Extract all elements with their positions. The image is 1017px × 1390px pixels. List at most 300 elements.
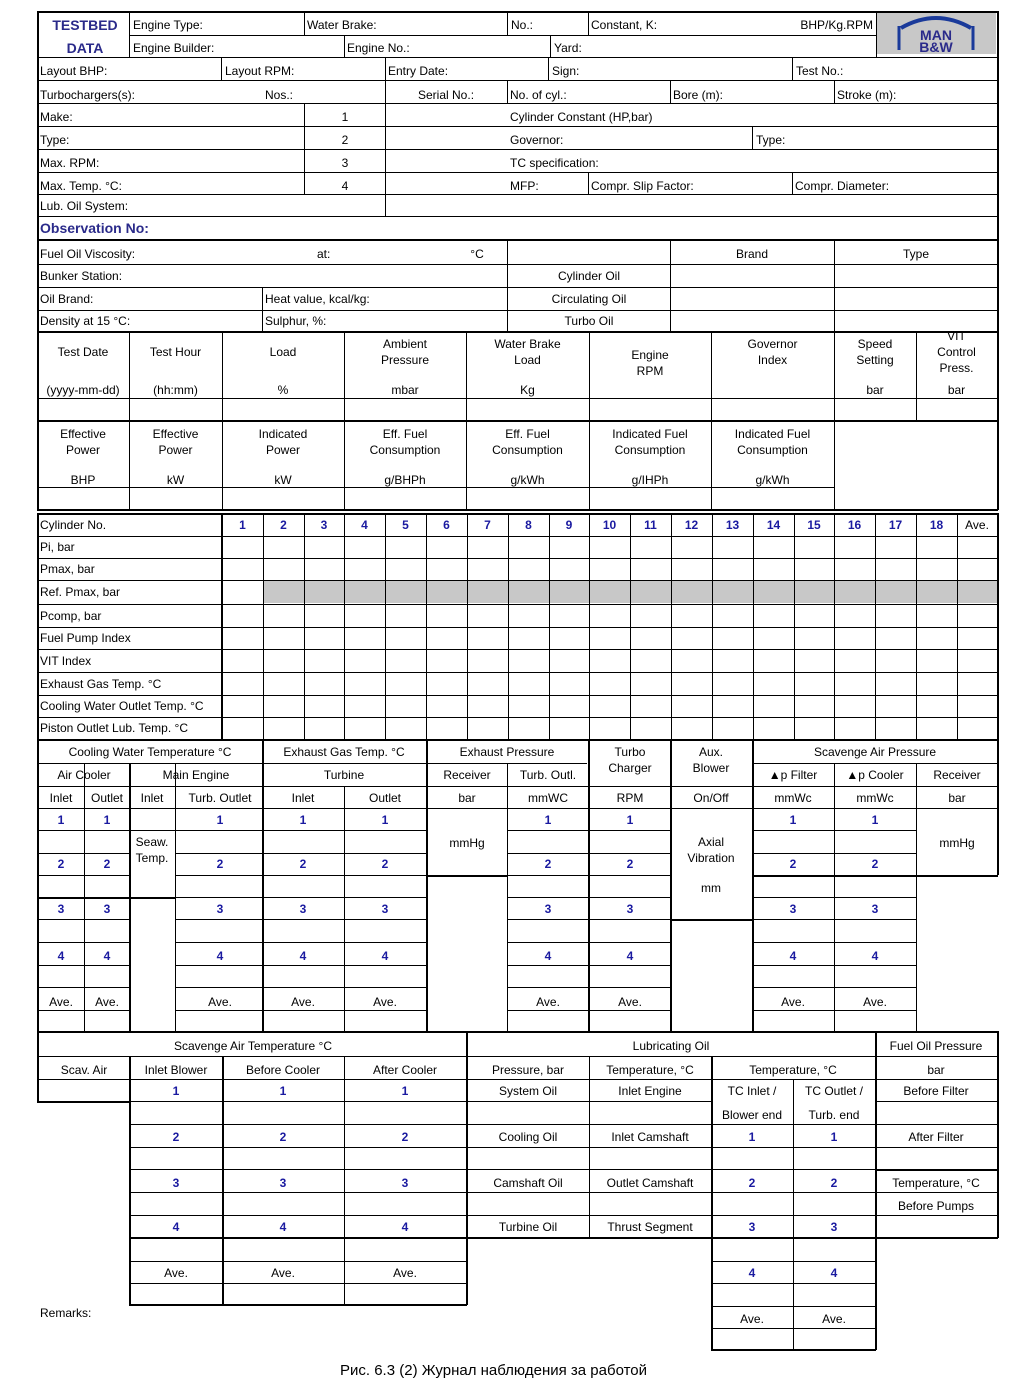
form-label: Thrust Segment (607, 1220, 693, 1234)
cylinder-number: 16 (847, 518, 862, 532)
column-header: Consumption (492, 443, 563, 457)
column-header: Load (514, 353, 541, 367)
grid-line (875, 1192, 998, 1193)
logo-text: MAN (920, 27, 952, 43)
grid-line (37, 1031, 39, 1101)
form-label: Receiver (933, 768, 981, 782)
form-label: Fuel Oil Pressure (889, 1039, 983, 1053)
form-label: After Filter (908, 1130, 964, 1144)
grid-line (37, 149, 998, 150)
reading-number: 2 (544, 857, 552, 871)
form-label: Inlet Engine (618, 1084, 682, 1098)
form-label: Governor: (510, 133, 564, 147)
grid-line (466, 1031, 468, 1305)
reading-number: 2 (279, 1130, 287, 1144)
reading-number: 1 (789, 813, 797, 827)
form-label: Type: (756, 133, 786, 147)
form-label: bar (927, 1063, 945, 1077)
form-label: No. of cyl.: (510, 88, 567, 102)
grid-line (507, 987, 670, 988)
grid-line (37, 513, 39, 740)
column-header: Engine (631, 348, 669, 362)
grid-line (37, 830, 426, 831)
reading-number: 1 (401, 1084, 409, 1098)
grid-line (507, 11, 508, 35)
ave-label: Ave. (208, 995, 232, 1009)
reading-number: 3 (279, 1176, 287, 1190)
row-label: Ref. Pmax, bar (40, 585, 121, 599)
reading-number: 1 (830, 1130, 838, 1144)
grid-line (711, 420, 712, 510)
form-label: at: (317, 247, 331, 261)
grid-line (37, 310, 998, 311)
reading-number: 3 (216, 902, 224, 916)
grid-line (792, 172, 793, 194)
grid-line (670, 919, 752, 921)
reading-number: 1 (299, 813, 307, 827)
column-header: VIT (947, 329, 966, 343)
ave-label: Ave. (536, 995, 560, 1009)
figure-caption: Рис. 6.3 (2) Журнал наблюдения за работой (340, 1362, 648, 1379)
grid-line (589, 513, 590, 740)
grid-line (37, 717, 998, 718)
grid-line (129, 1283, 466, 1284)
reading-number: 1 (57, 813, 65, 827)
reading-number: 3 (748, 1220, 756, 1234)
form-label: Temperature, °C (892, 1176, 980, 1190)
grid-line (834, 331, 835, 420)
grid-line (175, 875, 426, 876)
grid-line (589, 1056, 590, 1237)
cylinder-number: 17 (888, 518, 903, 532)
grid-line (997, 331, 999, 420)
reading-number: 2 (871, 857, 879, 871)
form-label: 1 (341, 110, 349, 124)
form-label: Fuel Oil Viscosity: (40, 247, 136, 261)
grid-line (129, 1261, 466, 1262)
grid-line (834, 513, 835, 740)
form-label: mmWc (856, 791, 894, 805)
form-label: Inlet (291, 791, 315, 805)
grid-line (37, 11, 998, 13)
unit-label: (yyyy-mm-dd) (46, 383, 120, 397)
grid-line (37, 331, 998, 333)
grid-line (221, 57, 222, 80)
form-label: Make: (40, 110, 73, 124)
unit-label: g/BHPh (384, 473, 426, 487)
testbed-title: TESTBED (52, 17, 118, 33)
form-label: Turb. end (808, 1108, 860, 1122)
reading-number: 2 (299, 857, 307, 871)
reading-number: 2 (789, 857, 797, 871)
grid-line (507, 875, 670, 876)
grid-line (37, 786, 998, 787)
grid-line (263, 513, 264, 740)
grid-line (508, 513, 509, 740)
column-header: Water Brake (494, 337, 561, 351)
row-label: Pmax, bar (40, 562, 95, 576)
form-label: Turbine Oil (498, 1220, 558, 1234)
form-label: Axial (697, 835, 725, 849)
unit-label: (hh:mm) (153, 383, 198, 397)
grid-line (37, 57, 998, 58)
row-label: Pcomp, bar (40, 608, 102, 623)
form-label: Aux. (698, 745, 724, 759)
ave-label: Ave. (291, 995, 315, 1009)
form-label: Outlet (368, 791, 402, 805)
form-label: Heat value, kcal/kg: (265, 292, 370, 306)
grid-line (589, 420, 590, 510)
grid-line (129, 1192, 875, 1193)
form-label: Brand (735, 247, 769, 261)
form-label: Air Cooler (57, 768, 111, 782)
form-label: Main Engine (162, 768, 230, 782)
row-label: Pi, bar (40, 540, 75, 554)
form-label: 2 (341, 133, 349, 147)
form-label: Seaw. (135, 835, 169, 849)
grid-line (37, 194, 998, 195)
grid-line (129, 331, 130, 420)
reading-number: 4 (871, 949, 879, 963)
cylinder-number: 8 (525, 518, 532, 532)
grid-line (792, 57, 793, 80)
cylinder-number: 9 (565, 518, 573, 532)
form-label: Before Pumps (897, 1199, 975, 1213)
form-label: Temperature, °C (749, 1063, 837, 1077)
form-label: Test No.: (796, 64, 844, 78)
ave-label: Ave. (95, 995, 119, 1009)
form-label: Engine No.: (347, 41, 410, 55)
reading-number: 4 (748, 1266, 756, 1280)
reading-number: 4 (103, 949, 111, 963)
form-label: °C (470, 247, 484, 261)
ave-label: Ave. (822, 1312, 846, 1326)
column-header: RPM (636, 364, 664, 378)
grid-line (752, 919, 916, 920)
form-label: Outlet Camshaft (606, 1176, 694, 1190)
grid-line (507, 919, 670, 920)
grid-line (344, 513, 345, 740)
form-label: Circulating Oil (551, 292, 627, 306)
cylinder-number: 12 (684, 518, 699, 532)
grid-line (875, 1056, 998, 1057)
grid-line (129, 1304, 467, 1306)
form-label: Lubricating Oil (632, 1039, 710, 1053)
grid-line (916, 331, 917, 420)
grid-line (37, 808, 998, 809)
form-label: Cooling Oil (498, 1130, 558, 1144)
form-label: Blower (692, 761, 730, 775)
form-label: Sign: (552, 64, 580, 78)
grid-line (507, 942, 670, 943)
grid-line (37, 103, 998, 104)
form-label: Bunker Station: (40, 269, 123, 283)
form-label: Receiver (443, 768, 491, 782)
grid-line (834, 240, 835, 331)
reading-number: 1 (871, 813, 879, 827)
grid-line (129, 1147, 998, 1148)
cylinder-number: 2 (280, 518, 287, 532)
reading-number: 2 (626, 857, 634, 871)
grid-line (37, 1056, 466, 1057)
grid-line (37, 853, 129, 854)
form-label: mm (701, 881, 721, 895)
grid-line (175, 897, 426, 898)
column-header: Consumption (614, 443, 686, 457)
form-label: Compr. Slip Factor: (591, 179, 694, 193)
grid-line (588, 172, 589, 194)
form-label: ▲p Cooler (846, 768, 904, 782)
grid-line (37, 536, 998, 537)
grid-line (630, 513, 631, 740)
grid-line (752, 830, 916, 831)
column-header: Eff. Fuel (382, 427, 428, 441)
column-header: Load (269, 345, 297, 359)
grid-line (793, 1079, 794, 1350)
cylinder-number: 15 (807, 518, 821, 532)
form-label: Serial No.: (418, 88, 475, 102)
reading-number: 1 (172, 1084, 180, 1098)
grid-line (37, 264, 998, 265)
grid-line (752, 853, 916, 854)
form-label: After Cooler (372, 1063, 438, 1077)
grid-line (37, 216, 998, 217)
grid-line (37, 509, 998, 511)
column-header: Governor (747, 337, 798, 351)
reading-number: 3 (871, 902, 879, 916)
reading-number: 4 (544, 949, 552, 963)
grid-line (507, 1010, 670, 1011)
form-label: bar (458, 791, 476, 805)
form-label: Turb. Outl. (519, 768, 577, 782)
form-label: mmWC (528, 791, 568, 805)
form-label: BHP/Kg.RPM (800, 18, 873, 32)
form-label: TC Inlet / (727, 1084, 777, 1098)
grid-line (670, 739, 672, 1031)
grid-line (37, 558, 998, 559)
grid-line (37, 627, 998, 628)
grid-line (385, 513, 386, 740)
grid-line (129, 1237, 998, 1239)
grid-line (794, 513, 795, 740)
grid-line (385, 57, 386, 80)
grid-line (834, 80, 835, 103)
form-label: mmWc (774, 791, 812, 805)
reading-number: 2 (103, 857, 111, 871)
reading-number: 2 (216, 857, 224, 871)
reading-number: 2 (172, 1130, 180, 1144)
grid-line (549, 513, 550, 740)
reading-number: 4 (830, 1266, 838, 1280)
grid-line (467, 513, 468, 740)
grid-line (37, 420, 39, 510)
form-label: TC specification: (510, 156, 599, 170)
reading-number: 1 (279, 1084, 287, 1098)
unit-label: g/kWh (510, 473, 545, 487)
grid-line (37, 897, 175, 899)
form-label: Turb. Outlet (188, 791, 252, 805)
reading-number: 1 (626, 813, 634, 827)
form-label: Before Filter (903, 1084, 969, 1098)
grid-line (875, 1031, 877, 1350)
grid-line (671, 513, 672, 740)
ave-label: Ave. (965, 518, 989, 532)
form-label: Compr. Diameter: (795, 179, 890, 193)
grid-line (175, 1010, 426, 1011)
form-label: Exhaust Gas Temp. °C (283, 745, 405, 759)
form-label: Layout RPM: (225, 64, 295, 78)
form-label: Temperature, °C (606, 1063, 694, 1077)
grid-line (37, 11, 39, 240)
grid-line (221, 513, 223, 740)
ave-label: Ave. (271, 1266, 295, 1280)
grid-line (426, 875, 507, 877)
grid-line (37, 875, 129, 876)
reading-number: 4 (216, 949, 224, 963)
grid-line (466, 420, 467, 510)
form-label: Lub. Oil System: (40, 199, 129, 213)
cylinder-number: 6 (443, 518, 450, 532)
grid-line (37, 80, 998, 81)
grid-line (37, 604, 998, 605)
form-label: Camshaft Oil (493, 1176, 563, 1190)
grid-line (752, 126, 753, 149)
grid-line (37, 239, 998, 241)
form-label: Temp. (135, 851, 169, 865)
column-header: Eff. Fuel (505, 427, 550, 441)
grid-line (752, 897, 916, 898)
form-label: No.: (511, 18, 534, 32)
grid-line (304, 513, 305, 740)
grid-line (175, 965, 426, 966)
cylinder-number: 10 (602, 518, 617, 532)
reading-number: 1 (381, 813, 389, 827)
form-label: Turbo (614, 745, 646, 759)
form-label: Entry Date: (388, 64, 449, 78)
ave-label: Ave. (863, 995, 887, 1009)
form-label: Turbine (323, 768, 365, 782)
grid-line (550, 35, 551, 57)
reading-number: 4 (626, 949, 634, 963)
grid-line (37, 763, 587, 764)
reading-number: 2 (57, 857, 65, 871)
column-header: Test Date (57, 345, 109, 359)
column-header: Index (757, 353, 788, 367)
column-header: Consumption (737, 443, 808, 457)
grid-line (37, 1079, 998, 1080)
column-header: Power (265, 443, 301, 457)
observation-title: Observation No: (40, 220, 149, 236)
form-label: mmHg (449, 836, 485, 850)
reading-number: 1 (544, 813, 552, 827)
grid-line (222, 420, 223, 510)
reading-number: 3 (381, 902, 389, 916)
ave-label: Ave. (373, 995, 397, 1009)
form-label: 4 (341, 179, 349, 193)
grid-line (37, 420, 998, 422)
grid-line (344, 786, 345, 1031)
reading-number: 4 (172, 1220, 180, 1234)
form-label: RPM (616, 791, 644, 805)
grid-line (37, 1010, 129, 1011)
grid-line (507, 240, 508, 331)
grid-line (37, 331, 39, 420)
reading-number: 3 (626, 902, 634, 916)
grid-line (466, 331, 467, 420)
grid-line (876, 11, 877, 57)
unit-label: mbar (391, 383, 419, 397)
grid-line (752, 875, 998, 877)
ave-label: Ave. (618, 995, 642, 1009)
grid-line (875, 1169, 998, 1171)
grid-line (129, 1215, 998, 1216)
column-header: Power (158, 443, 193, 457)
form-label: Inlet (49, 791, 73, 805)
grid-line (670, 240, 671, 331)
grid-line (997, 739, 999, 875)
column-header: Test Hour (149, 345, 202, 359)
form-label: Scavenge Air Pressure (813, 745, 937, 759)
unit-label: kW (166, 473, 185, 487)
unit-label: g/kWh (755, 473, 790, 487)
grid-line (37, 987, 129, 988)
grid-line (997, 1031, 999, 1238)
grid-line (175, 987, 426, 988)
ave-label: Ave. (49, 995, 73, 1009)
grid-line (916, 763, 917, 1031)
grid-line (997, 11, 999, 240)
unit-label: % (277, 383, 289, 397)
grid-line (385, 80, 386, 216)
form-label: Cylinder Oil (557, 269, 621, 283)
grid-line (37, 513, 998, 515)
reading-number: 4 (401, 1220, 409, 1234)
reading-number: 3 (401, 1176, 409, 1190)
reading-number: 4 (57, 949, 65, 963)
grid-line (37, 1101, 129, 1103)
grid-line (426, 739, 428, 1031)
form-label: Blower end (721, 1108, 783, 1122)
grid-line (175, 942, 426, 943)
grid-line (589, 331, 590, 420)
grid-line (37, 398, 998, 399)
grid-line (834, 420, 835, 510)
grid-line (344, 1056, 345, 1305)
column-header: Indicated (258, 427, 308, 441)
grid-line (37, 965, 129, 966)
reading-number: 3 (103, 902, 111, 916)
grid-line (753, 513, 754, 740)
form-label: Outlet (90, 791, 124, 805)
form-label: Stroke (m): (837, 88, 897, 102)
row-label: Exhaust Gas Temp. °C (40, 676, 162, 691)
grid-line (426, 513, 427, 740)
logo-text: B&W (919, 39, 953, 55)
grid-line (129, 11, 130, 57)
form-label: MFP: (510, 179, 539, 193)
grid-line (37, 672, 998, 673)
grid-line (712, 513, 713, 740)
form-label: bar (948, 791, 966, 805)
reading-number: 2 (830, 1176, 838, 1190)
form-label: TC Outlet / (804, 1084, 864, 1098)
grid-line (175, 853, 426, 854)
grid-line (507, 80, 508, 103)
form-label: Density at 15 °C: (40, 314, 131, 328)
form-label: Bore (m): (673, 88, 724, 102)
column-header: Speed (857, 337, 893, 351)
grid-line (752, 987, 916, 988)
